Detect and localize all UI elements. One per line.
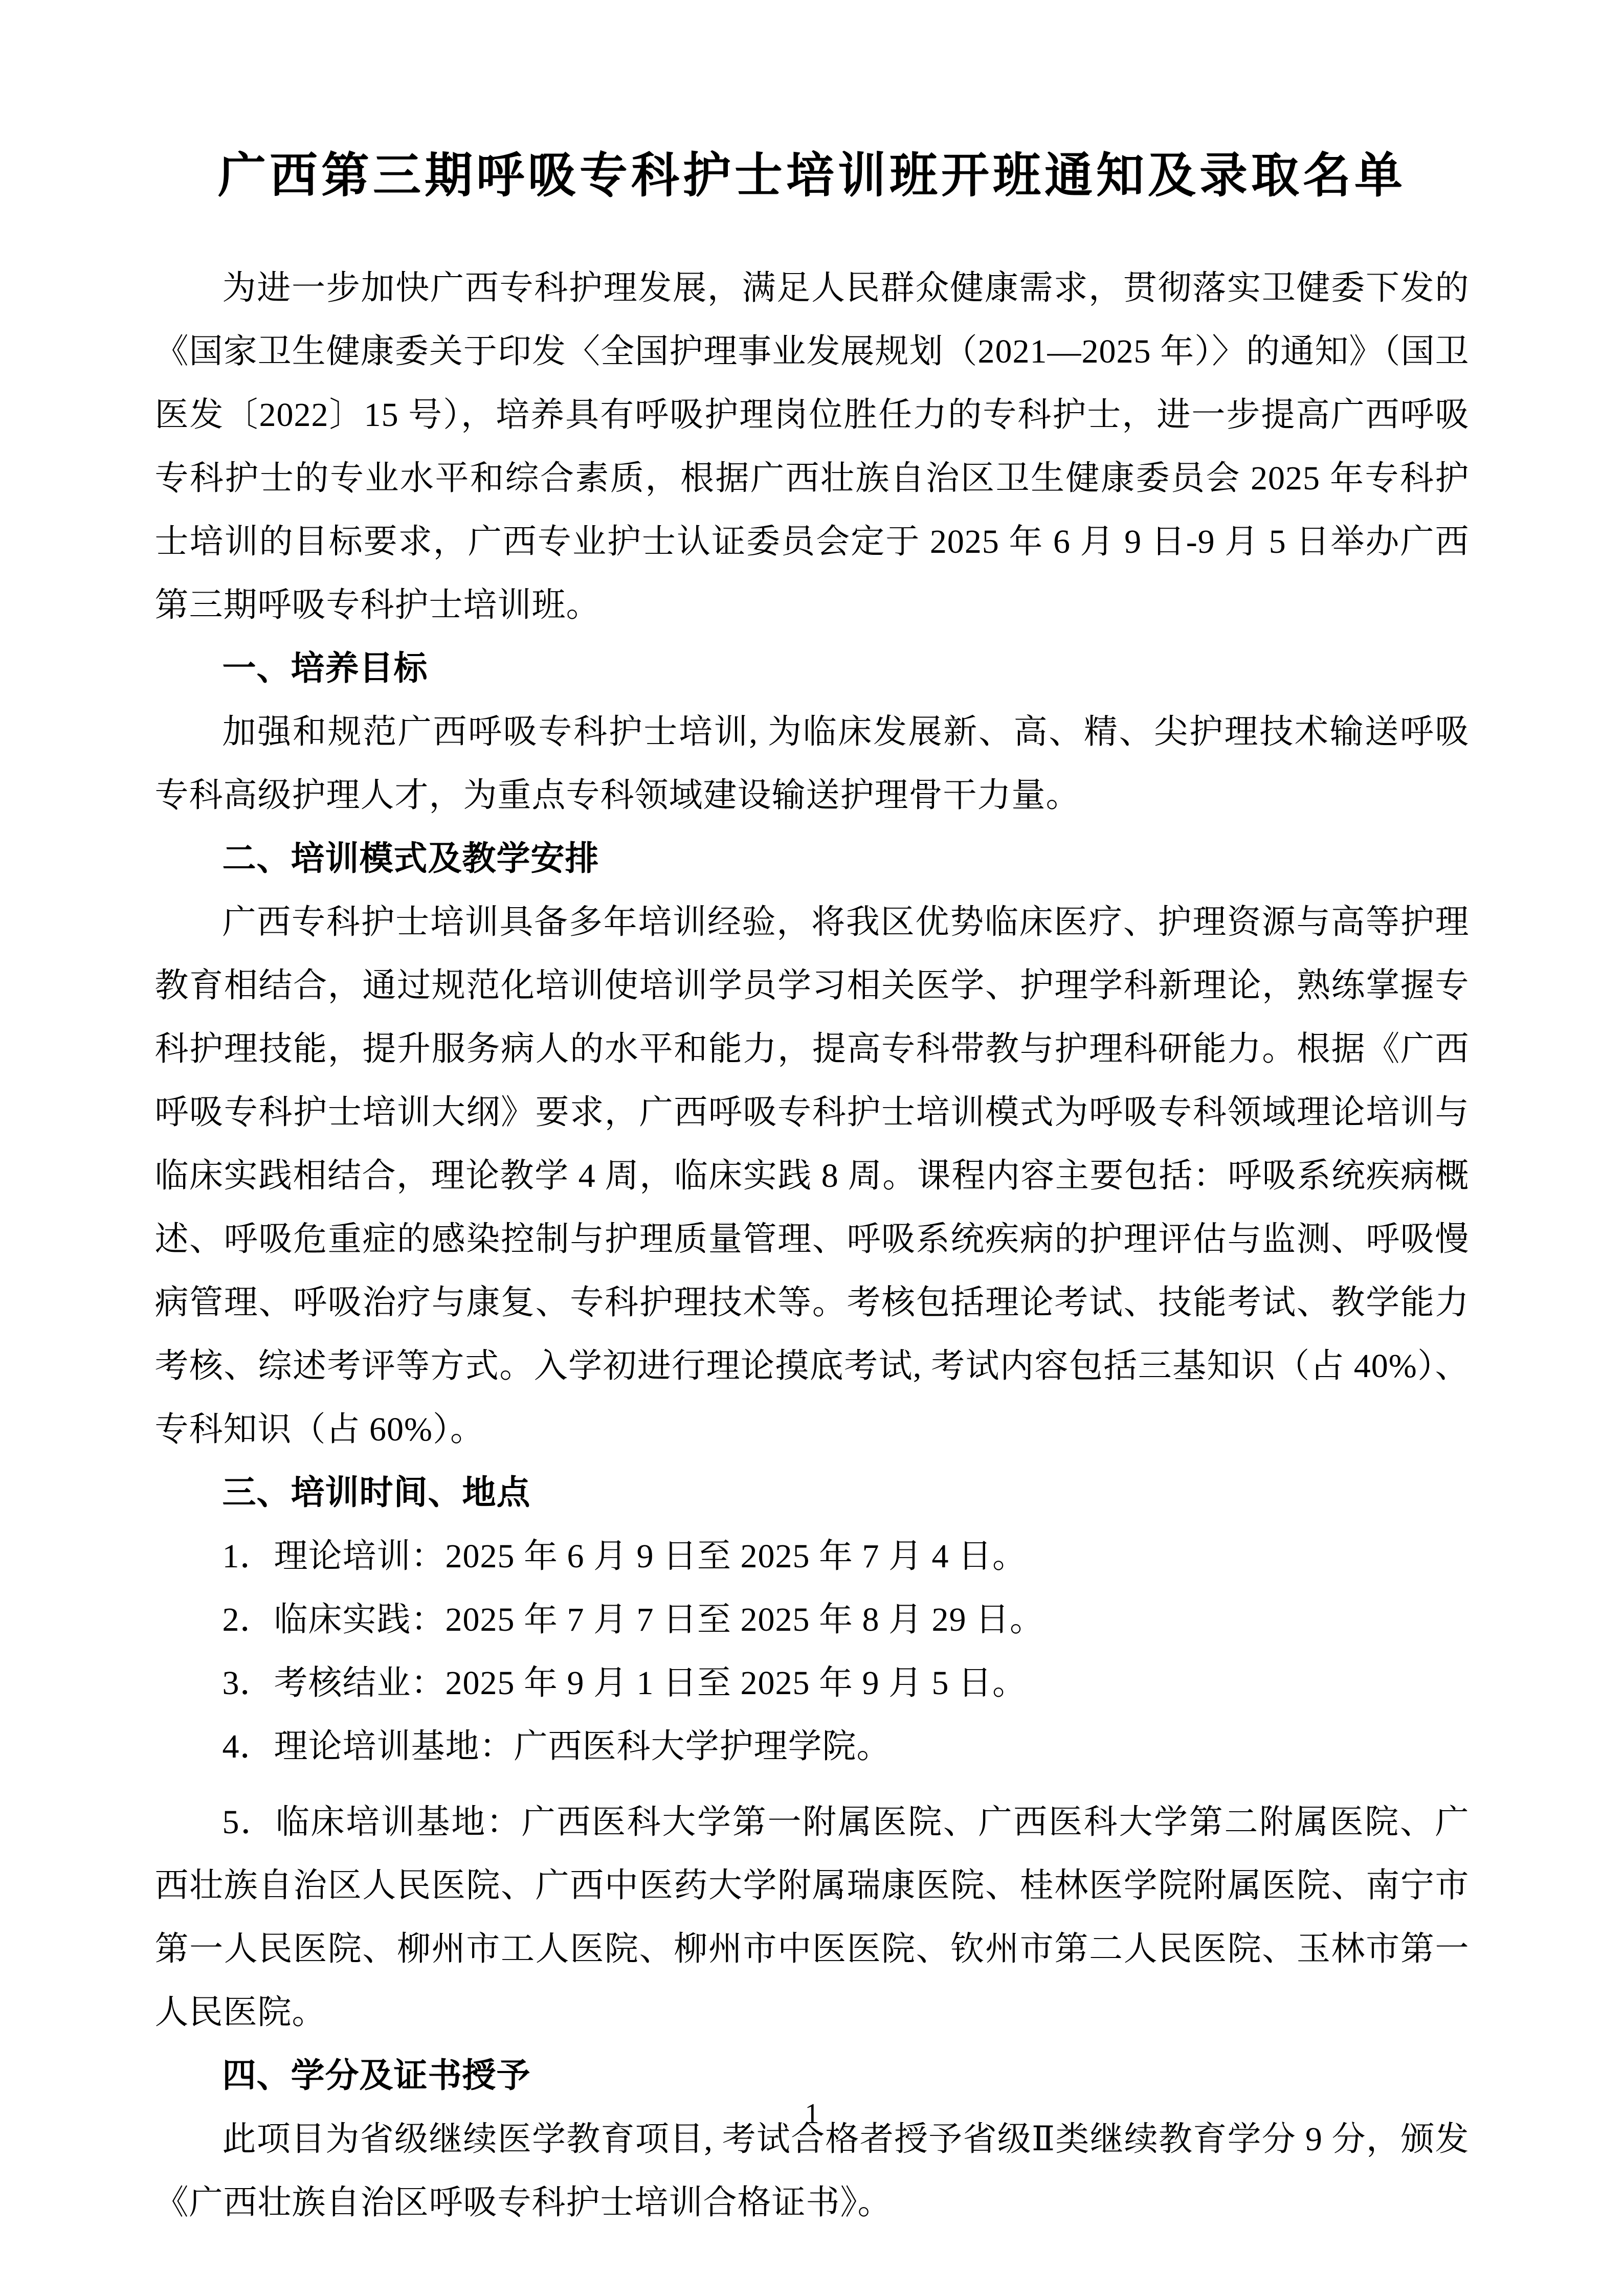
section-heading: 一、培养目标 (222, 650, 428, 687)
section-heading: 二、培训模式及教学安排 (222, 840, 599, 877)
document-content (155, 142, 1470, 2235)
list-item: 3．考核结业：2025 年 9 月 1 日至 2025 年 9 月 5 日。 (222, 1664, 1027, 1702)
section-heading: 三、培训时间、地点 (222, 1474, 531, 1512)
list-item: 1．理论培训：2025 年 6 月 9 日至 2025 年 7 月 4 日。 (222, 1538, 1027, 1575)
document-title: 广西第三期呼吸专科护士培训班开班通知及录取名单 (217, 149, 1406, 202)
body-paragraph: 此项目为省级继续医学教育项目, 考试合格者授予省级Ⅱ类继续教育学分 9 分，颁发《广西壮族自治区呼吸专科护士培训合格证书》。 (154, 2121, 1470, 2221)
body-paragraph: 广西专科护士培训具备多年培训经验，将我区优势临床医疗、护理资源与高等护理教育相结合，通过规范化培训使培训学员学习相关医学、护理学科新理论，熟练掌握专科护理技能，提升服务病人的水平和能力，提高专科带教与护理科研能力。根据《广西呼吸专科护士培训大纲》要求，广西呼吸专科护士培训模式为呼吸专科领域理论培训与临床实践相结合，理论教学 4 周，临床实践 8 周。课程内容主要包括：呼吸系统疾病概述、呼吸危重症的感染控制与护理质量管理、呼吸系统疾病的护理评估与监测、呼吸慢病管理、呼吸治疗与康复、专科护理技术等。考核包括理论考试、技能考试、教学能力考核、综述考评等方式。入学初进行理论摸底考试, 考试内容包括三基知识（占 40%）、专科知识（占 60%）。 (154, 904, 1470, 1448)
body-paragraph: 为进一步加快广西专科护理发展，满足人民群众健康需求，贯彻落实卫健委下发的《国家卫生健康委关于印发〈全国护理事业发展规划（2021—2025 年）〉的通知》（国卫医发〔2022〕15 号），培养具有呼吸护理岗位胜任力的专科护士，进一步提高广西呼吸专科护士的专业水平和综合素质，根据广西壮族自治区卫生健康委员会 2025 年专科护士培训的目标要求，广西专业护士认证委员会定于 2025 年 6 月 9 日-9 月 5 日举办广西第三期呼吸专科护士培训班。 (154, 269, 1470, 624)
body-paragraph: 加强和规范广西呼吸专科护士培训, 为临床发展新、高、精、尖护理技术输送呼吸专科高级护理人才，为重点专科领域建设输送护理骨干力量。 (154, 713, 1470, 814)
list-item: 5．临床培训基地：广西医科大学第一附属医院、广西医科大学第二附属医院、广西壮族自治区人民医院、广西中医药大学附属瑞康医院、桂林医学院附属医院、南宁市第一人民医院、柳州市工人医院、柳州市中医医院、钦州市第二人民医院、玉林市第一人民医院。 (154, 1804, 1470, 2031)
list-item: 2．临床实践：2025 年 7 月 7 日至 2025 年 8 月 29 日。 (222, 1601, 1044, 1638)
page-number: 1 (805, 2098, 819, 2130)
document-body (155, 257, 1470, 2235)
list-item: 4．理论培训基地：广西医科大学护理学院。 (222, 1728, 891, 1765)
section-heading: 四、学分及证书授予 (222, 2057, 531, 2095)
